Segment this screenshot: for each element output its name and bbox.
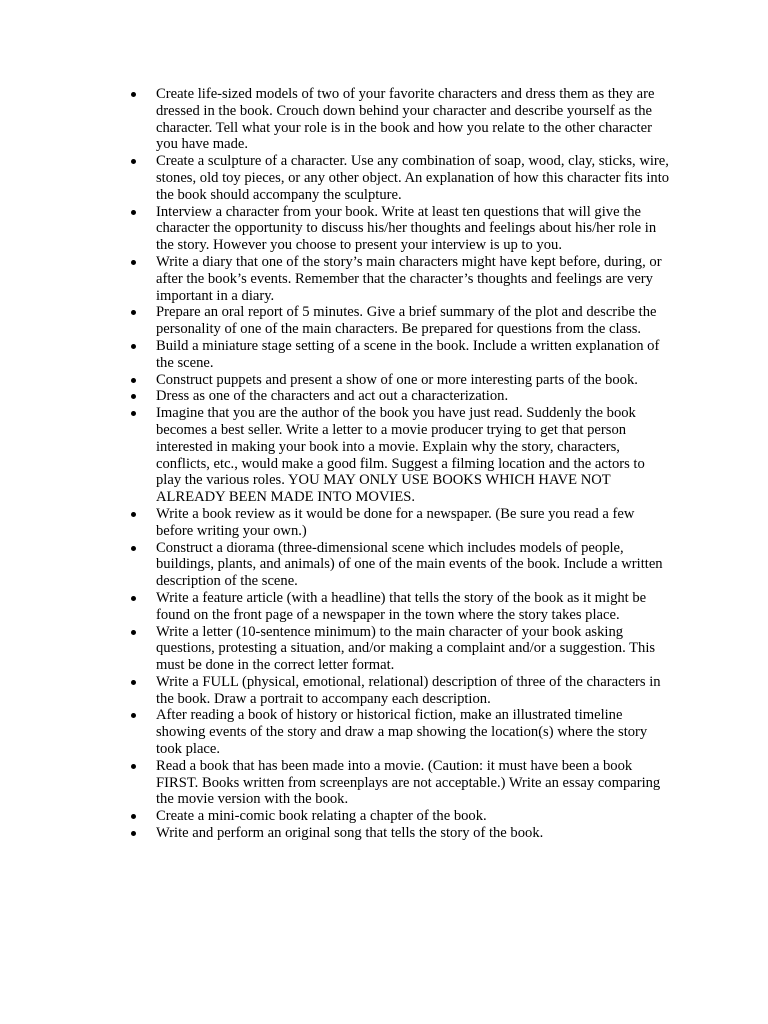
bullet-icon [131,378,136,383]
bullet-icon [131,764,136,769]
list-item [131,825,671,842]
bullet-icon [131,159,136,164]
list-item [131,405,671,506]
list-item-text: Write a book review as it would be done for a newspaper. (Be sure you read a few before writing your own.) [156,505,635,539]
list-item [131,254,671,304]
list-item [131,758,671,808]
list-item-text: Create life-sized models of two of your favorite characters and dress them as they are dressed in the book. Crouch down behind your character and describe yourself as the character. Tell what your role is in the book and how you relate to the other character you have made. [156,86,655,153]
list-item [131,624,671,674]
bullet-icon [131,411,136,416]
bullet-icon [131,814,136,819]
list-item-text: Dress as one of the characters and act out a characterization. [156,388,509,405]
list-item [131,372,671,389]
bullet-icon [131,310,136,315]
list-item [131,674,671,708]
list-item [131,808,671,825]
bullet-icon [131,344,136,349]
list-item-text: Build a miniature stage setting of a scene in the book. Include a written explanation of the scene. [156,337,660,371]
bullet-icon [131,596,136,601]
list-item-text: Write a feature article (with a headline) that tells the story of the book as it might be found on the front page of a newspaper in the town where the story takes place. [156,589,647,623]
list-item [131,153,671,203]
list-item [131,506,671,540]
list-item [131,86,671,153]
bullet-icon [131,831,136,836]
bullet-icon [131,210,136,215]
list-item-text: Imagine that you are the author of the book you have just read. Suddenly the book becomes a best seller. Write a letter to a movie producer trying to get that person interested in making your book into a movie. Explain why the story, characters, conflicts, etc., would make a good film. Suggest a filming location and the actors to play the various roles. YOU MAY ONLY USE BOOKS WHICH HAVE NOT ALREADY BEEN MADE INTO MOVIES. [156,405,645,506]
bullet-icon [131,630,136,635]
list-item [131,204,671,254]
list-item-text: Write and perform an original song that tells the story of the book. [156,825,544,842]
list-item [131,707,671,757]
project-options-list [131,86,671,842]
bullet-icon [131,546,136,551]
bullet-icon [131,92,136,97]
list-item-text: Create a sculpture of a character. Use any combination of soap, wood, clay, sticks, wire, stones, old toy pieces, or any other object. An explanation of how this character fits into the book should accompany the sculpture. [156,153,670,203]
list-item [131,590,671,624]
list-item-text: Prepare an oral report of 5 minutes. Give a brief summary of the plot and describe the personality of one of the main characters. Be prepared for questions from the class. [156,304,657,338]
bullet-icon [131,713,136,718]
list-item-text: Read a book that has been made into a movie. (Caution: it must have been a book FIRST. Books written from screenplays are not acceptable.) Write an essay comparing the movie version with the book. [156,757,661,808]
list-item-text: After reading a book of history or historical fiction, make an illustrated timeline showing events of the story and draw a map showing the location(s) where the story took place. [156,707,648,758]
list-item-text: Create a mini-comic book relating a chapter of the book. [156,808,487,825]
list-item-text: Write a FULL (physical, emotional, relational) description of three of the characters in the book. Draw a portrait to accompany each description. [156,673,661,707]
list-item [131,338,671,372]
bullet-icon [131,512,136,517]
list-item-text: Interview a character from your book. Write at least ten questions that will give the character the opportunity to discuss his/her thoughts and feelings about his/her role in the story. However you choose to present your interview is up to you. [156,203,657,254]
bullet-icon [131,680,136,685]
list-item [131,304,671,338]
list-item-text: Write a letter (10-sentence minimum) to the main character of your book asking questions, protesting a situation, and/or making a complaint and/or a suggestion. This must be done in the correct letter format. [156,623,656,674]
list-item-text: Construct puppets and present a show of one or more interesting parts of the book. [156,371,638,388]
list-item-text: Write a diary that one of the story’s main characters might have kept before, during, or after the book’s events. Remember that the character’s thoughts and feelings are very important in a diary. [156,253,662,304]
list-item [131,540,671,590]
bullet-icon [131,260,136,265]
list-item [131,388,671,405]
bullet-icon [131,394,136,399]
list-item-text: Construct a diorama (three-dimensional scene which includes models of people, buildings, plants, and animals) of one of the main events of the book. Include a written description of the scene. [156,539,663,590]
